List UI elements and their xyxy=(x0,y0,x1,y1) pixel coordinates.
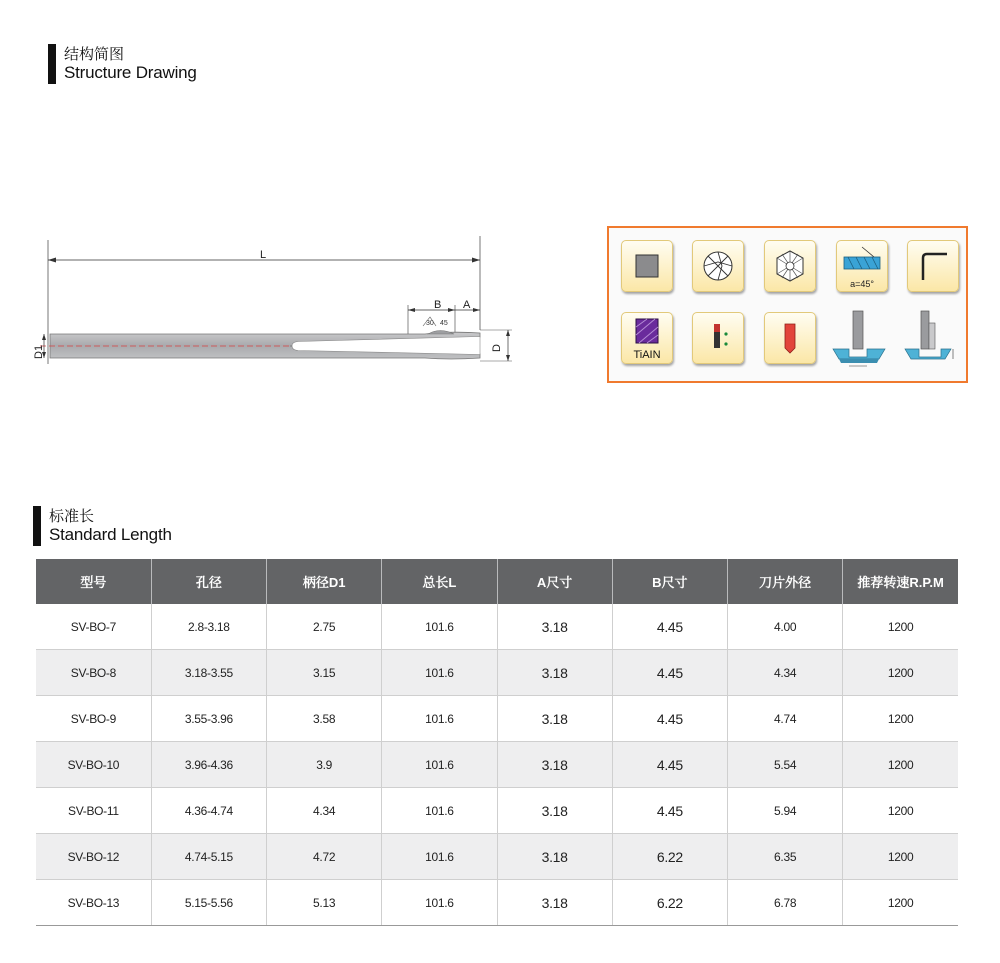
cell-shank: 3.9 xyxy=(267,742,382,788)
tialn-label: TiAIN xyxy=(633,349,661,361)
cell-shank: 5.13 xyxy=(267,880,382,926)
cell-shank: 4.72 xyxy=(267,834,382,880)
cell-length: 101.6 xyxy=(382,834,497,880)
cell-length: 101.6 xyxy=(382,788,497,834)
header-model: 型号 xyxy=(36,559,151,604)
cell-model: SV-BO-13 xyxy=(36,880,151,926)
heading-bar xyxy=(48,44,56,84)
cell-model: SV-BO-7 xyxy=(36,604,151,650)
heading-bar xyxy=(33,506,41,546)
cell-blade: 6.35 xyxy=(728,834,843,880)
table-row xyxy=(36,696,958,742)
tool-structure-drawing xyxy=(30,230,530,380)
cell-b: 4.45 xyxy=(612,604,727,650)
structure-drawing-heading xyxy=(48,44,197,84)
feature-icon-panel xyxy=(607,226,968,383)
cell-blade: 5.94 xyxy=(728,788,843,834)
cell-length: 101.6 xyxy=(382,604,497,650)
structure-title-cn: 结构简图 xyxy=(64,44,125,63)
cell-length: 101.6 xyxy=(382,650,497,696)
table-row xyxy=(36,742,958,788)
tialn-coating-icon xyxy=(621,312,673,364)
cell-a: 3.18 xyxy=(497,834,612,880)
label-B: B xyxy=(434,299,442,311)
spiral-flute-icon xyxy=(764,240,816,292)
cell-rpm: 1200 xyxy=(843,880,958,926)
label-D: D xyxy=(491,344,503,352)
cell-model: SV-BO-9 xyxy=(36,696,151,742)
cell-b: 4.45 xyxy=(612,650,727,696)
header-rpm: 推荐转速R.P.M xyxy=(843,559,958,604)
cell-rpm: 1200 xyxy=(843,742,958,788)
cell-a: 3.18 xyxy=(497,696,612,742)
standard-title-cn: 标准长 xyxy=(49,506,95,525)
cell-rpm: 1200 xyxy=(843,696,958,742)
cell-blade: 4.74 xyxy=(728,696,843,742)
table-row xyxy=(36,788,958,834)
table-row xyxy=(36,650,958,696)
cell-a: 3.18 xyxy=(497,788,612,834)
cell-bore: 2.8-3.18 xyxy=(151,604,266,650)
cell-a: 3.18 xyxy=(497,742,612,788)
cell-bore: 3.96-4.36 xyxy=(151,742,266,788)
table-header-row xyxy=(36,559,958,604)
square-end-icon xyxy=(621,240,673,292)
cell-b: 4.45 xyxy=(612,788,727,834)
cell-b: 4.45 xyxy=(612,696,727,742)
right-angle-profile-icon xyxy=(907,240,959,292)
cell-rpm: 1200 xyxy=(843,604,958,650)
cell-a: 3.18 xyxy=(497,880,612,926)
cell-length: 101.6 xyxy=(382,696,497,742)
cell-b: 6.22 xyxy=(612,880,727,926)
specification-table xyxy=(36,559,958,926)
standard-length-heading xyxy=(33,506,172,546)
cell-length: 101.6 xyxy=(382,742,497,788)
header-shank-d1: 柄径D1 xyxy=(267,559,382,604)
table-row xyxy=(36,604,958,650)
cell-b: 4.45 xyxy=(612,742,727,788)
helix-angle-label: a=45° xyxy=(850,279,874,289)
depth-cut-icon xyxy=(901,308,961,370)
cell-bore: 3.18-3.55 xyxy=(151,650,266,696)
tool-center-icon xyxy=(692,312,744,364)
table-row xyxy=(36,880,958,926)
header-total-length: 总长L xyxy=(382,559,497,604)
cell-bore: 3.55-3.96 xyxy=(151,696,266,742)
cell-model: SV-BO-11 xyxy=(36,788,151,834)
cell-b: 6.22 xyxy=(612,834,727,880)
cell-bore: 5.15-5.56 xyxy=(151,880,266,926)
cell-shank: 4.34 xyxy=(267,788,382,834)
helix-angle-icon xyxy=(836,240,888,292)
cell-blade: 6.78 xyxy=(728,880,843,926)
red-tool-icon xyxy=(764,312,816,364)
cell-shank: 3.15 xyxy=(267,650,382,696)
cell-rpm: 1200 xyxy=(843,788,958,834)
multi-flute-icon xyxy=(692,240,744,292)
cell-bore: 4.74-5.15 xyxy=(151,834,266,880)
structure-title-en: Structure Drawing xyxy=(64,62,197,82)
cell-bore: 4.36-4.74 xyxy=(151,788,266,834)
cell-blade: 4.34 xyxy=(728,650,843,696)
cell-rpm: 1200 xyxy=(843,834,958,880)
standard-title-en: Standard Length xyxy=(49,524,172,544)
cell-a: 3.18 xyxy=(497,604,612,650)
cell-rpm: 1200 xyxy=(843,650,958,696)
label-angle-30: 30 xyxy=(426,320,434,327)
through-cut-icon xyxy=(829,308,889,370)
table-row xyxy=(36,834,958,880)
header-bore: 孔径 xyxy=(151,559,266,604)
cell-a: 3.18 xyxy=(497,650,612,696)
cell-model: SV-BO-10 xyxy=(36,742,151,788)
cell-model: SV-BO-12 xyxy=(36,834,151,880)
label-L: L xyxy=(260,249,267,261)
cell-model: SV-BO-8 xyxy=(36,650,151,696)
label-A: A xyxy=(463,299,471,311)
cell-blade: 4.00 xyxy=(728,604,843,650)
cell-shank: 3.58 xyxy=(267,696,382,742)
cell-length: 101.6 xyxy=(382,880,497,926)
cell-shank: 2.75 xyxy=(267,604,382,650)
cell-blade: 5.54 xyxy=(728,742,843,788)
header-b-size: B尺寸 xyxy=(612,559,727,604)
header-blade-diameter: 刀片外径 xyxy=(728,559,843,604)
label-angle-45: 45 xyxy=(440,320,448,327)
label-D1: D1 xyxy=(33,344,45,359)
header-a-size: A尺寸 xyxy=(497,559,612,604)
